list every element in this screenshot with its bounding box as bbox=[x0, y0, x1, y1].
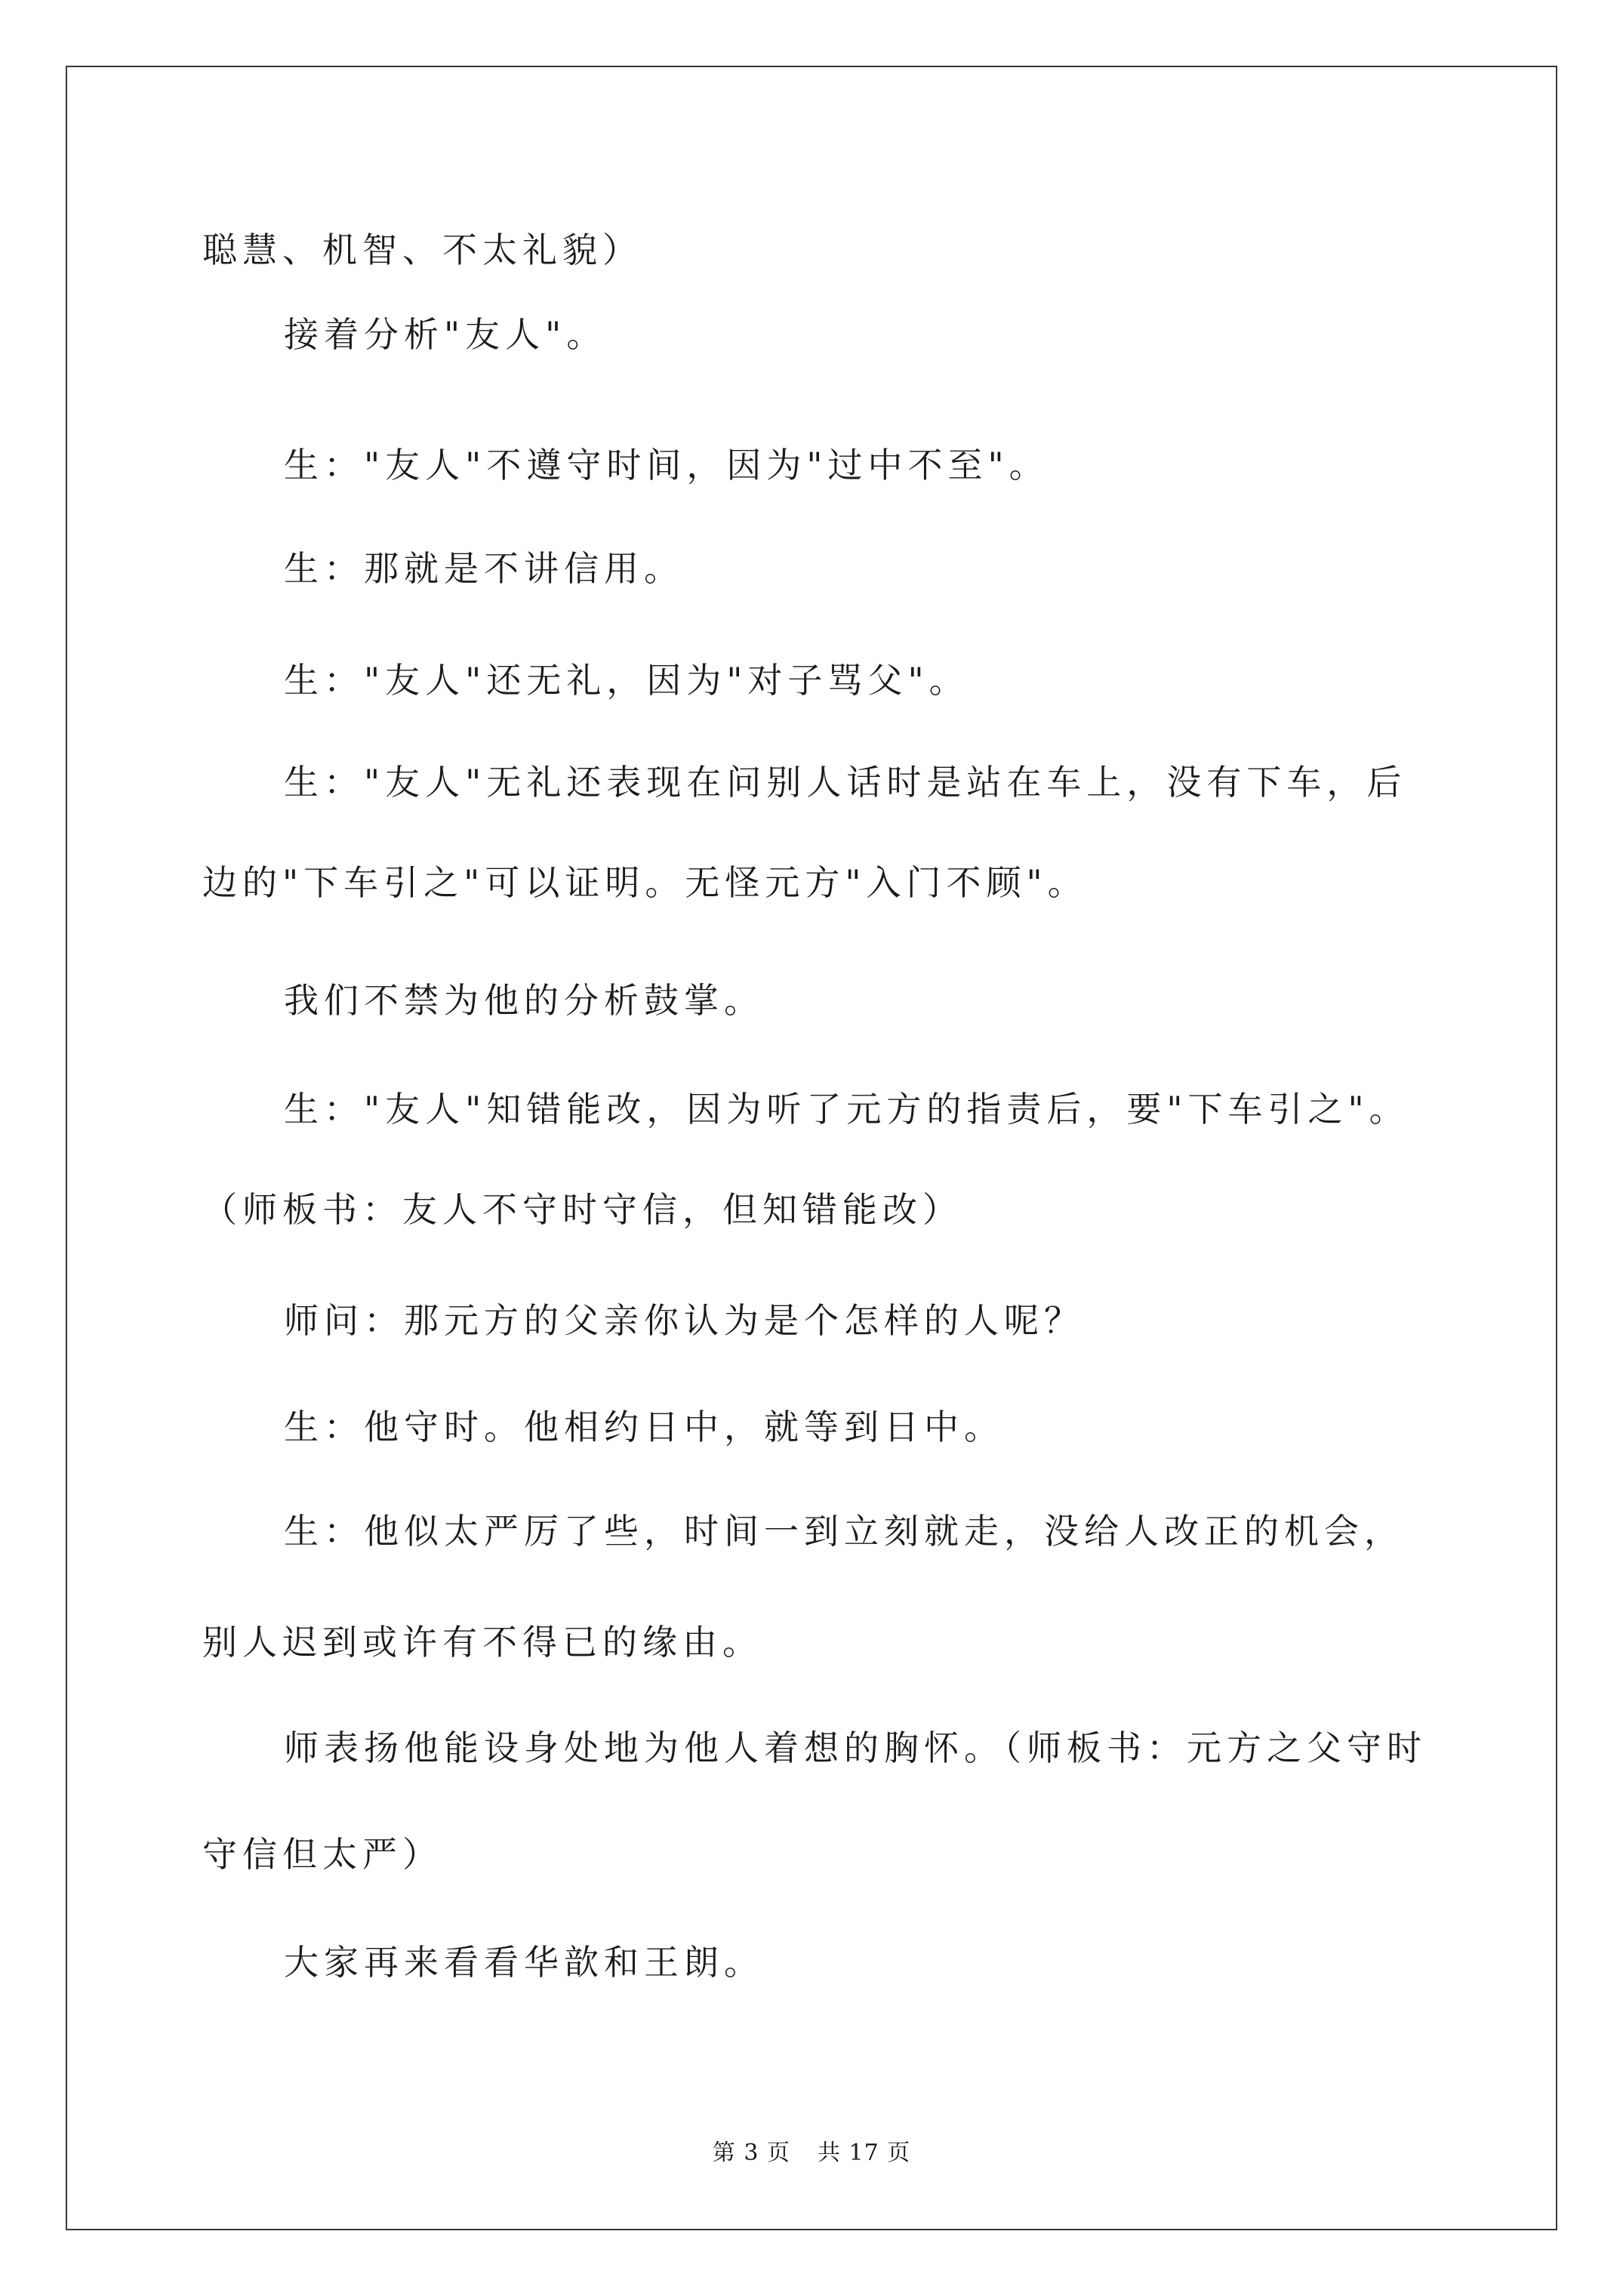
paragraph-line: 师问：那元方的父亲你认为是个怎样的人呢？ bbox=[284, 1300, 1084, 1341]
paragraph-line: 生："友人"还无礼，因为"对子骂父"。 bbox=[284, 660, 969, 701]
paragraph-line: 边的"下车引之"可以证明。无怪元方"入门不顾"。 bbox=[202, 862, 1088, 903]
paragraph-line: 别人迟到或许有不得已的缘由。 bbox=[202, 1622, 762, 1663]
paragraph-line: 大家再来看看华歆和王朗。 bbox=[284, 1942, 764, 1983]
paragraph-line: 生："友人"知错能改，因为听了元方的指责后，要"下车引之"。 bbox=[284, 1089, 1409, 1130]
paragraph-line: 生：他守时。他相约日中，就等到日中。 bbox=[284, 1407, 1004, 1447]
paragraph-line: 师表扬他能设身处地为他人着想的胸怀。（师板书：元方之父守时 bbox=[284, 1727, 1427, 1768]
paragraph-line: 生："友人"不遵守时间，因为"过中不至"。 bbox=[284, 445, 1049, 485]
paragraph-line: 守信但太严） bbox=[202, 1834, 442, 1875]
paragraph-line: 聪慧、机智、不太礼貌） bbox=[202, 230, 642, 270]
paragraph-line: 生："友人"无礼还表现在问别人话时是站在车上，没有下车，后 bbox=[284, 762, 1407, 803]
page-total: 共 17 页 bbox=[817, 2140, 911, 2166]
page-border bbox=[66, 66, 1557, 2230]
paragraph-line: （师板书：友人不守时守信，但知错能改） bbox=[202, 1189, 962, 1230]
paragraph-line: 生：他似太严厉了些，时间一到立刻就走，没给人改正的机会， bbox=[284, 1511, 1404, 1552]
paragraph-line: 接着分析"友人"。 bbox=[284, 314, 607, 355]
page-number: 第 3 页 bbox=[712, 2140, 790, 2166]
paragraph-line: 生：那就是不讲信用。 bbox=[284, 548, 684, 589]
page-footer bbox=[0, 2134, 1623, 2167]
paragraph-line: 我们不禁为他的分析鼓掌。 bbox=[284, 980, 764, 1021]
